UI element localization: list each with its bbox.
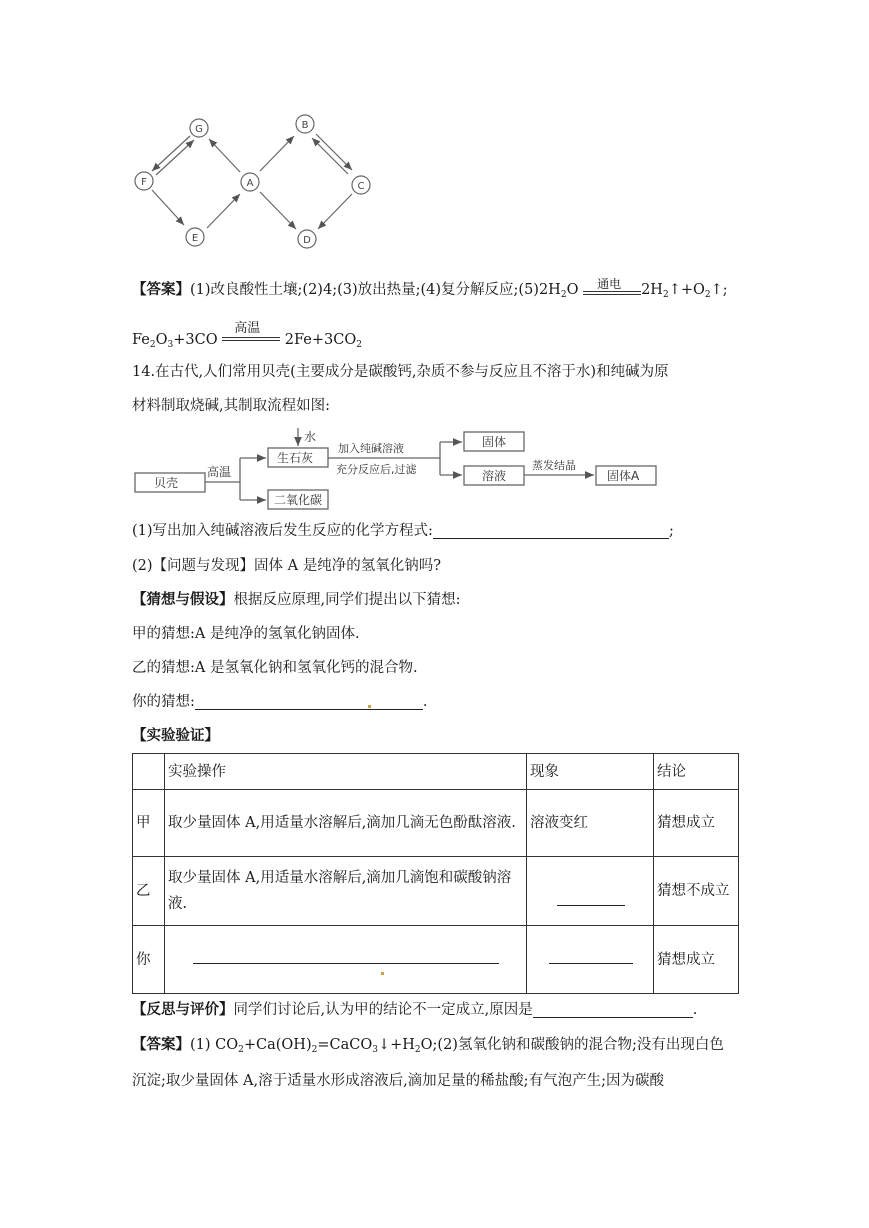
q14-line2: 材料制取烧碱,其制取流程如图: — [132, 398, 330, 414]
table-header: 结论 — [654, 754, 739, 790]
condition-arrow-high-temp: 高温 — [222, 330, 280, 350]
q1-line: (1)写出加入纯碱溶液后发生反应的化学方程式: ; — [132, 523, 674, 539]
experiment-table — [132, 753, 739, 994]
flow-co2: 二氧化碳 — [274, 493, 323, 507]
row-who: 甲 — [133, 790, 165, 857]
label-g: G — [195, 124, 203, 135]
cycle-diagram — [128, 108, 378, 253]
row-phenomenon-cell — [527, 926, 654, 994]
flow-solid: 固体 — [482, 435, 507, 449]
table-header: 实验操作 — [165, 754, 527, 790]
answer2-line2: 沉淀;取少量固体 A,溶于适量水形成溶液后,滴加足量的稀盐酸;有气泡产生;因为碳酸 — [132, 1073, 664, 1089]
flow-water: 水 — [304, 430, 317, 444]
answer-tag: 【答案】 — [132, 281, 190, 298]
q1-answer-blank[interactable] — [433, 524, 669, 539]
table-row — [133, 926, 739, 994]
label-a: A — [246, 178, 254, 189]
answer1-line1: 【答案】(1)改良酸性土壤;(2)4;(3)放出热量;(4)复分解反应$;(5)2H_2O$ 通电 $2H_2↑+O_2↑$; — [132, 277, 728, 300]
flow-solid-a: 固体A — [607, 469, 640, 483]
flow-shell: 贝壳 — [154, 476, 179, 490]
answer1-line2: $Fe_2O_3+3CO$ 高温 $2Fe+3CO_2$ — [132, 321, 362, 350]
yi-guess: 乙的猜想:A 是氢氧化钠和氢氧化钙的混合物. — [132, 660, 418, 676]
row-operation: 取少量固体 A,用适量水溶解后,滴加几滴无色酚酞溶液. — [165, 790, 527, 857]
row-conclusion: 猜想成立 — [654, 926, 739, 994]
flow-add-soda: 加入纯碱溶液 — [338, 442, 404, 455]
hypothesis-line: 【猜想与假设】根据反应原理,同学们提出以下猜想: — [132, 591, 461, 608]
your-guess-blank[interactable] — [195, 695, 423, 710]
q2-line: (2)【问题与发现】固体 A 是纯净的氢氧化钠吗? — [132, 558, 442, 574]
label-e: E — [191, 233, 199, 244]
your-guess-line: 你的猜想: . — [132, 694, 428, 710]
table-row — [133, 790, 739, 857]
reflection-line: 【反思与评价】同学们讨论后,认为甲的结论不一定成立,原因是 . — [132, 1001, 698, 1018]
reflection-blank[interactable] — [533, 1003, 693, 1018]
row-phenomenon-cell — [527, 857, 654, 926]
phenomenon-blank[interactable] — [557, 889, 625, 906]
flow-solution: 溶液 — [482, 469, 507, 483]
flow-react-filter: 充分反应后,过滤 — [336, 463, 417, 476]
phenomenon-blank[interactable] — [549, 947, 633, 964]
label-f: F — [141, 177, 147, 188]
row-conclusion: 猜想成立 — [654, 790, 739, 857]
verify-title: 【实验验证】 — [132, 727, 219, 744]
label-b: B — [301, 120, 309, 131]
label-d: D — [303, 235, 311, 246]
row-phenomenon: 溶液变红 — [527, 790, 654, 857]
row-operation: 取少量固体 A,用适量水溶解后,滴加几滴饱和碳酸钠溶液. — [165, 857, 527, 926]
process-flowchart — [132, 426, 668, 516]
row-operation-cell — [165, 926, 527, 994]
row-who: 乙 — [133, 857, 165, 926]
table-row — [133, 857, 739, 926]
operation-blank[interactable] — [193, 947, 499, 964]
flow-evaporate: 蒸发结晶 — [532, 459, 576, 472]
answer2-line1: 【答案】(1) $CO_2+Ca(OH)_2=CaCO_3↓+H_2O;(2)$氢氧化钠和碳酸钠的混合物;没有出现白色 — [132, 1036, 724, 1055]
table-header: 现象 — [527, 754, 654, 790]
flow-high-temp: 高温 — [207, 465, 232, 479]
q14-line1: 14.在古代,人们常用贝壳(主要成分是碳酸钙,杂质不参与反应且不溶于水)和纯碱为原 — [132, 364, 669, 380]
table-header-row — [133, 754, 739, 790]
row-who: 你 — [133, 926, 165, 994]
flow-quicklime: 生石灰 — [277, 451, 314, 465]
label-c: C — [357, 181, 365, 192]
table-header — [133, 754, 165, 790]
jia-guess: 甲的猜想:A 是纯净的氢氧化钠固体. — [132, 626, 360, 642]
row-conclusion: 猜想不成立 — [654, 857, 739, 926]
condition-arrow-electrolysis: 通电 — [583, 280, 641, 300]
